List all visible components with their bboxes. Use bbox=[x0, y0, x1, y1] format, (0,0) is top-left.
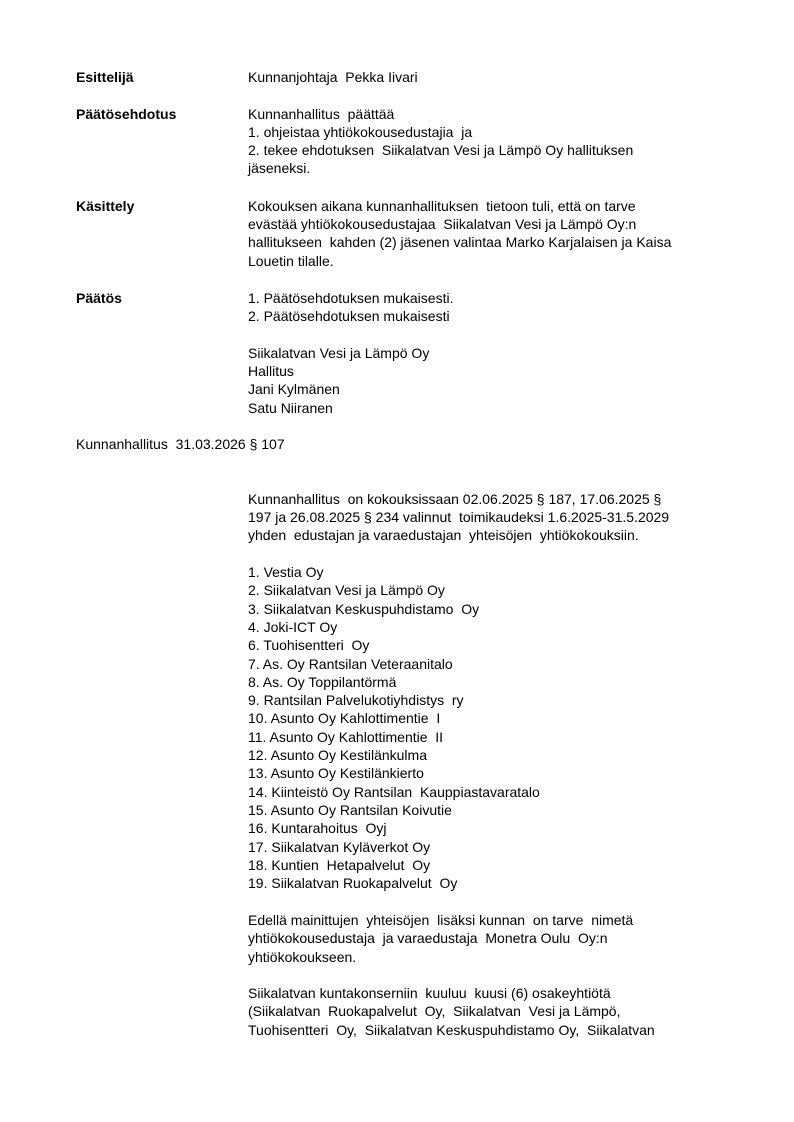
company-list-item: 18. Kuntien Hetapalvelut Oy bbox=[248, 856, 431, 873]
section-label-kasittely: Käsittely bbox=[76, 198, 135, 214]
proposal-line: jäseneksi. bbox=[248, 160, 311, 176]
paragraph-3-line: (Siikalatvan Ruokapalvelut Oy, Siikalatvan Vesi ja Lämpö, bbox=[248, 1003, 621, 1019]
decision-line: Jani Kylmänen bbox=[248, 381, 340, 397]
handling-line: hallitukseen kahden (2) jäsenen valintaa Marko Karjalaisen ja Kaisa bbox=[248, 234, 672, 250]
proposal-line: 2. tekee ehdotuksen Siikalatvan Vesi ja Lämpö Oy hallituksen bbox=[248, 142, 634, 158]
handling-line: Louetin tilalle. bbox=[248, 253, 334, 269]
company-list-item: 15. Asunto Oy Rantsilan Koivutie bbox=[248, 801, 452, 818]
decision-line: Satu Niiranen bbox=[248, 400, 333, 416]
company-list-item: 19. Siikalatvan Ruokapalvelut Oy bbox=[248, 875, 458, 892]
company-list-item: 14. Kiinteistö Oy Rantsilan Kauppiastavaratalo bbox=[248, 783, 540, 800]
company-list-item: 17. Siikalatvan Kyläverkot Oy bbox=[248, 838, 431, 855]
paragraph-2-line: Edellä mainittujen yhteisöjen lisäksi kunnan on tarve nimetä bbox=[248, 912, 634, 928]
company-list-item: 4. Joki-ICT Oy bbox=[248, 618, 338, 635]
company-list-item: 2. Siikalatvan Vesi ja Lämpö Oy bbox=[248, 582, 445, 599]
company-list-item: 10. Asunto Oy Kahlottimentie I bbox=[248, 710, 441, 727]
company-list-item: 3. Siikalatvan Keskuspuhdistamo Oy bbox=[248, 600, 480, 617]
meeting-reference: Kunnanhallitus 31.03.2026 § 107 bbox=[76, 436, 285, 452]
intro-line: 197 ja 26.08.2025 § 234 valinnut toimikaudeksi 1.6.2025-31.5.2029 bbox=[248, 509, 670, 525]
company-list-item: 13. Asunto Oy Kestilänkierto bbox=[248, 765, 424, 782]
decision-line: Siikalatvan Vesi ja Lämpö Oy bbox=[248, 345, 430, 361]
handling-line: Kokouksen aikana kunnanhallituksen tietoon tuli, että on tarve bbox=[248, 198, 636, 214]
section-label-paatosehdotus: Päätösehdotus bbox=[76, 106, 177, 122]
proposal-line: 1. ohjeistaa yhtiökokousedustajia ja bbox=[248, 124, 473, 140]
company-list-item: 7. As. Oy Rantsilan Veteraanitalo bbox=[248, 655, 453, 672]
section-label-esittelija: Esittelijä bbox=[76, 69, 134, 85]
paragraph-2-line: yhtiökokousedustaja ja varaedustaja Monetra Oulu Oy:n bbox=[248, 930, 608, 946]
decision-line: 1. Päätösehdotuksen mukaisesti. bbox=[248, 290, 454, 306]
paragraph-2-line: yhtiökokoukseen. bbox=[248, 949, 357, 965]
company-list-item: 16. Kuntarahoitus Oyj bbox=[248, 820, 387, 837]
company-list-item: 1. Vestia Oy bbox=[248, 564, 324, 580]
paragraph-3-line: Siikalatvan kuntakonserniin kuuluu kuusi (6) osakeyhtiötä bbox=[248, 985, 611, 1001]
presenter-text: Kunnanjohtaja Pekka Iivari bbox=[248, 69, 418, 85]
company-list-item: 8. As. Oy Toppilantörmä bbox=[248, 673, 397, 690]
section-label-paatos: Päätös bbox=[76, 290, 122, 306]
company-list-item: 6. Tuohisentteri Oy bbox=[248, 637, 370, 654]
company-list-item: 12. Asunto Oy Kestilänkulma bbox=[248, 747, 427, 763]
intro-line: Kunnanhallitus on kokouksissaan 02.06.2025 § 187, 17.06.2025 § bbox=[248, 491, 662, 507]
intro-line: yhden edustajan ja varaedustajan yhteisöjen yhtiökokouksiin. bbox=[248, 527, 639, 543]
paragraph-3-line: Tuohisentteri Oy, Siikalatvan Keskuspuhdistamo Oy, Siikalatvan bbox=[248, 1022, 655, 1038]
proposal-line: Kunnanhallitus päättää bbox=[248, 106, 395, 122]
handling-line: evästää yhtiökokousedustajaa Siikalatvan Vesi ja Lämpö Oy:n bbox=[248, 216, 637, 232]
company-list-item: 9. Rantsilan Palvelukotiyhdistys ry bbox=[248, 692, 464, 709]
decision-line: Hallitus bbox=[248, 363, 294, 379]
decision-line: 2. Päätösehdotuksen mukaisesti bbox=[248, 308, 450, 324]
company-list-item: 11. Asunto Oy Kahlottimentie II bbox=[248, 728, 444, 745]
